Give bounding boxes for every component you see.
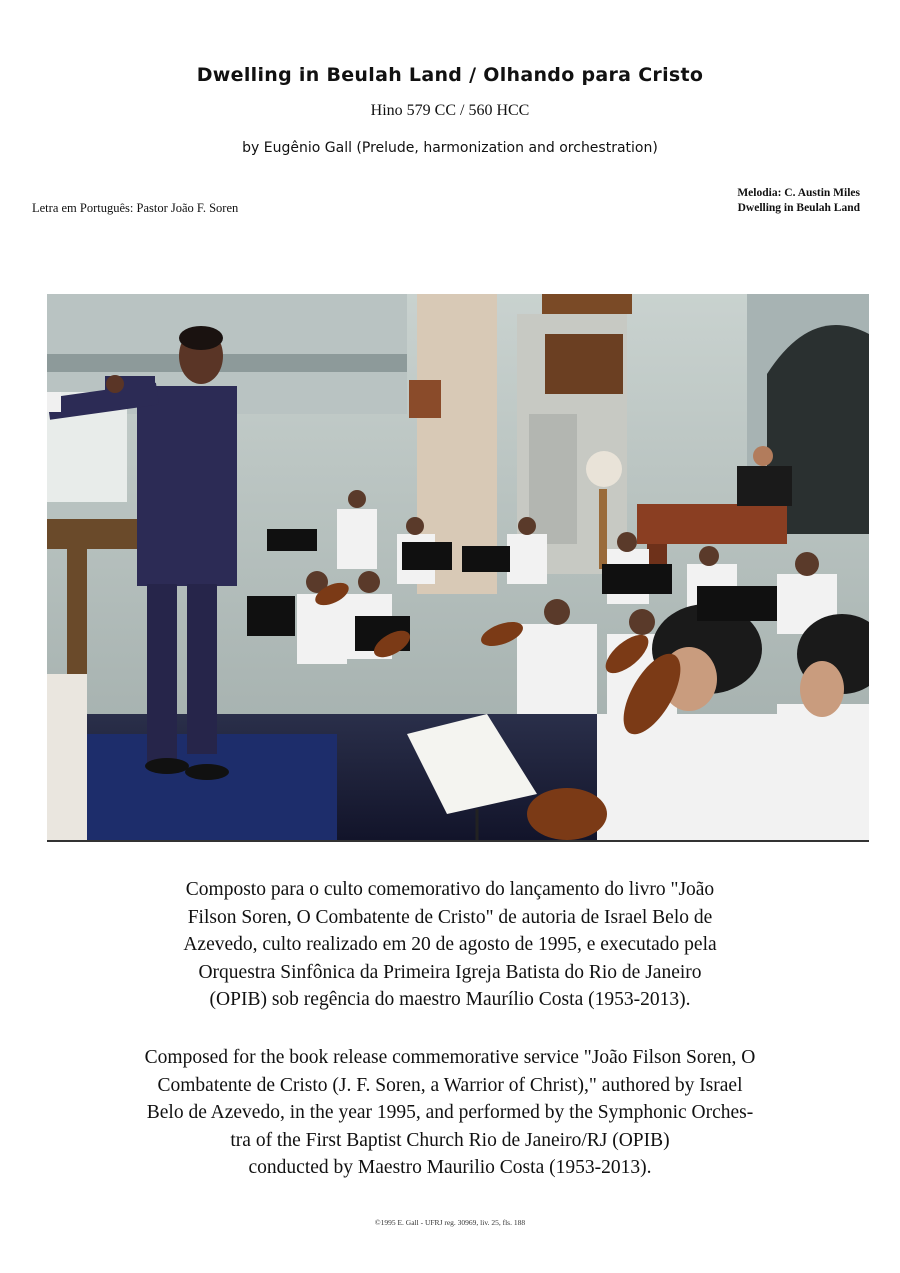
byline: by Eugênio Gall (Prelude, harmonization and orchestration) [242, 140, 658, 156]
text-line: Combatente de Cristo (J. F. Soren, a Warrior of Christ)," authored by Israel [157, 1074, 743, 1096]
text-line: Composto para o culto comemorativo do lançamento do livro "João [185, 879, 715, 900]
text-line: Composed for the book release commemorative service "João Filson Soren, O [144, 1047, 756, 1068]
copyright-notice: ©1995 E. Gall - UFRJ reg. 30969, liv. 25, fls. 188 [374, 1218, 526, 1227]
text-line: tra of the First Baptist Church Rio de Janeiro/RJ (OPIB) [230, 1129, 670, 1151]
hymn-number: Hino 579 CC / 560 HCC [370, 102, 530, 119]
text-line: Orquestra Sinfônica da Primeira Igreja Batista do Rio de Janeiro [198, 961, 702, 983]
text-line: Belo de Azevedo, in the year 1995, and performed by the Symphonic Orches- [146, 1102, 754, 1123]
lyrics-credit: Letra em Português: Pastor João F. Soren [32, 201, 239, 215]
document-title: Dwelling in Beulah Land / Olhando para Cristo [196, 64, 704, 86]
description-portuguese [0, 876, 900, 1014]
description-english [0, 1044, 900, 1182]
orchestra-photo [47, 294, 869, 842]
text-line: conducted by Maestro Maurilio Costa (1953-2013). [248, 1157, 652, 1178]
melody-credit-composer: Melodia: C. Austin Miles [737, 187, 860, 199]
text-line: (OPIB) sob regência do maestro Maurílio Costa (1953-2013). [209, 989, 691, 1010]
melody-credit-tune: Dwelling in Beulah Land [737, 202, 860, 214]
melody-credit [737, 186, 860, 216]
text-line: Filson Soren, O Combatente de Cristo" de autoria de Israel Belo de [187, 906, 713, 928]
text-line: Azevedo, culto realizado em 20 de agosto de 1995, e executado pela [183, 934, 717, 955]
